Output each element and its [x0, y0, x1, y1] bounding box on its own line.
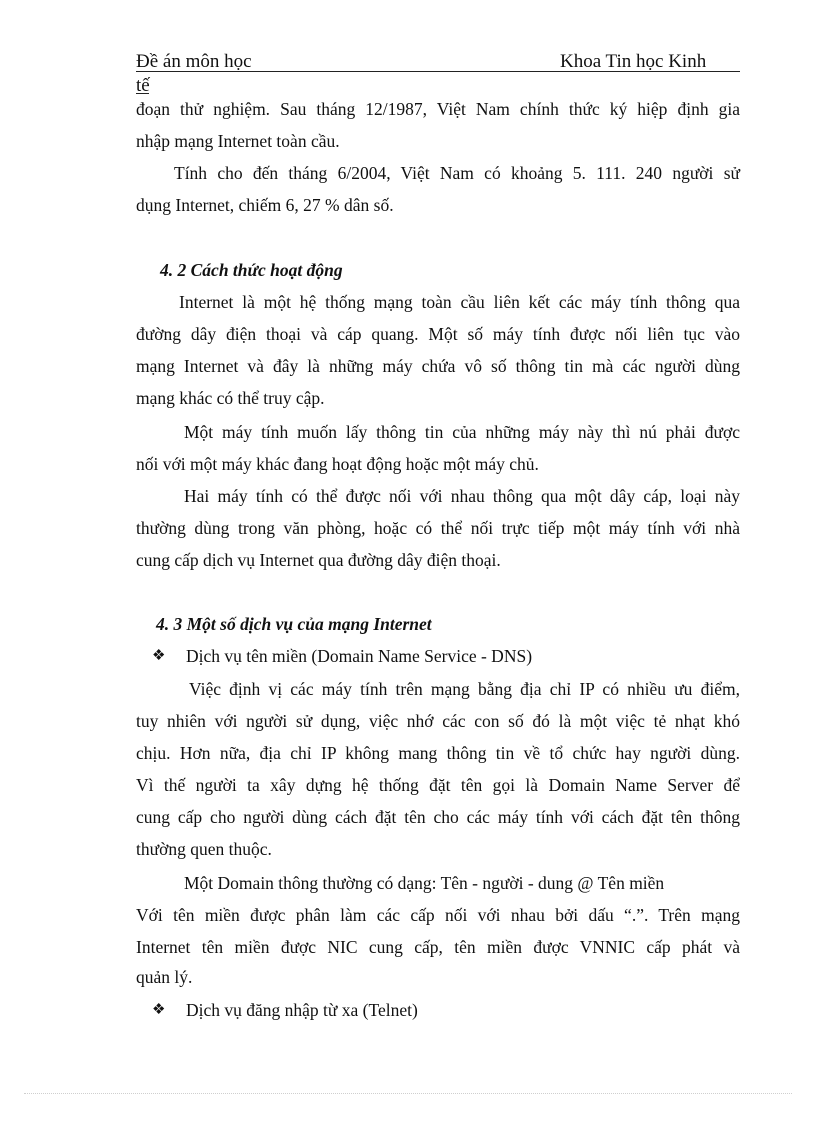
text-line: tuy nhiên với người sử dụng, việc nhớ các con số đó là một việc tẻ nhạt khó [136, 711, 740, 731]
section-heading-4-2: 4. 2 Cách thức hoạt động [160, 260, 343, 280]
text-line: đoạn thử nghiệm. Sau tháng 12/1987, Việt Nam chính thức ký hiệp định gia [136, 99, 740, 119]
diamond-bullet-icon: ❖ [152, 648, 166, 664]
text-line: quản lý. [136, 967, 193, 987]
text-line: Vì thế người ta xây dựng hệ thống đặt tên gọi là Domain Name Server để [136, 775, 740, 795]
section-heading-4-3: 4. 3 Một số dịch vụ của mạng Internet [156, 614, 432, 634]
text-line: thường dùng trong văn phòng, hoặc có thể nối trực tiếp một máy tính với nhà [136, 518, 740, 538]
text-line: thường quen thuộc. [136, 839, 272, 859]
text-line: nối với một máy khác đang hoạt động hoặc một máy chủ. [136, 454, 539, 474]
header-underline [136, 71, 740, 72]
text-line: cung cấp cho người dùng cách đặt tên cho các máy tính với cách đặt tên thông [136, 807, 740, 827]
diamond-bullet-icon: ❖ [152, 1002, 166, 1018]
bullet-item-telnet: Dịch vụ đăng nhập từ xa (Telnet) [186, 1000, 418, 1020]
header-course-title: Đề án môn học [136, 51, 252, 72]
header-faculty: Khoa Tin học Kinh [560, 51, 707, 72]
text-line: Hai máy tính có thể được nối với nhau thông qua một dây cáp, loại này [184, 486, 740, 506]
text-line: mạng khác có thể truy cập. [136, 388, 325, 408]
text-line: Internet tên miền được NIC cung cấp, tên miền được VNNIC cấp phát và [136, 937, 740, 957]
header-underline-wrap [136, 93, 149, 94]
bullet-item-dns: Dịch vụ tên miền (Domain Name Service - DNS) [186, 646, 533, 666]
text-line: cung cấp dịch vụ Internet qua đường dây điện thoại. [136, 550, 501, 570]
text-line: Việc định vị các máy tính trên mạng bằng địa chỉ IP có nhiều ưu điểm, [189, 679, 740, 699]
text-line: chịu. Hơn nữa, địa chỉ IP không mang thông tin về tổ chức hay người dùng. [136, 743, 740, 763]
page-bottom-border [24, 1093, 792, 1094]
text-line: nhập mạng Internet toàn cầu. [136, 131, 340, 151]
text-line: Internet là một hệ thống mạng toàn cầu liên kết các máy tính thông qua [179, 292, 740, 312]
text-line: Một máy tính muốn lấy thông tin của những máy này thì nú phải được [184, 422, 740, 442]
header-faculty-wrap: tế [136, 75, 150, 96]
text-line: đường dây điện thoại và cáp quang. Một số máy tính được nối liên tục vào [136, 324, 740, 344]
text-line: dụng Internet, chiếm 6, 27 % dân số. [136, 195, 394, 215]
text-line: mạng Internet và đây là những máy chứa vô số thông tin mà các người dùng [136, 356, 740, 376]
text-line: Một Domain thông thường có dạng: Tên - người - dung @ Tên miền [184, 873, 665, 893]
text-line: Với tên miền được phân làm các cấp nối với nhau bởi dấu “.”. Trên mạng [136, 905, 740, 925]
text-line: Tính cho đến tháng 6/2004, Việt Nam có khoảng 5. 111. 240 người sử [174, 163, 740, 183]
